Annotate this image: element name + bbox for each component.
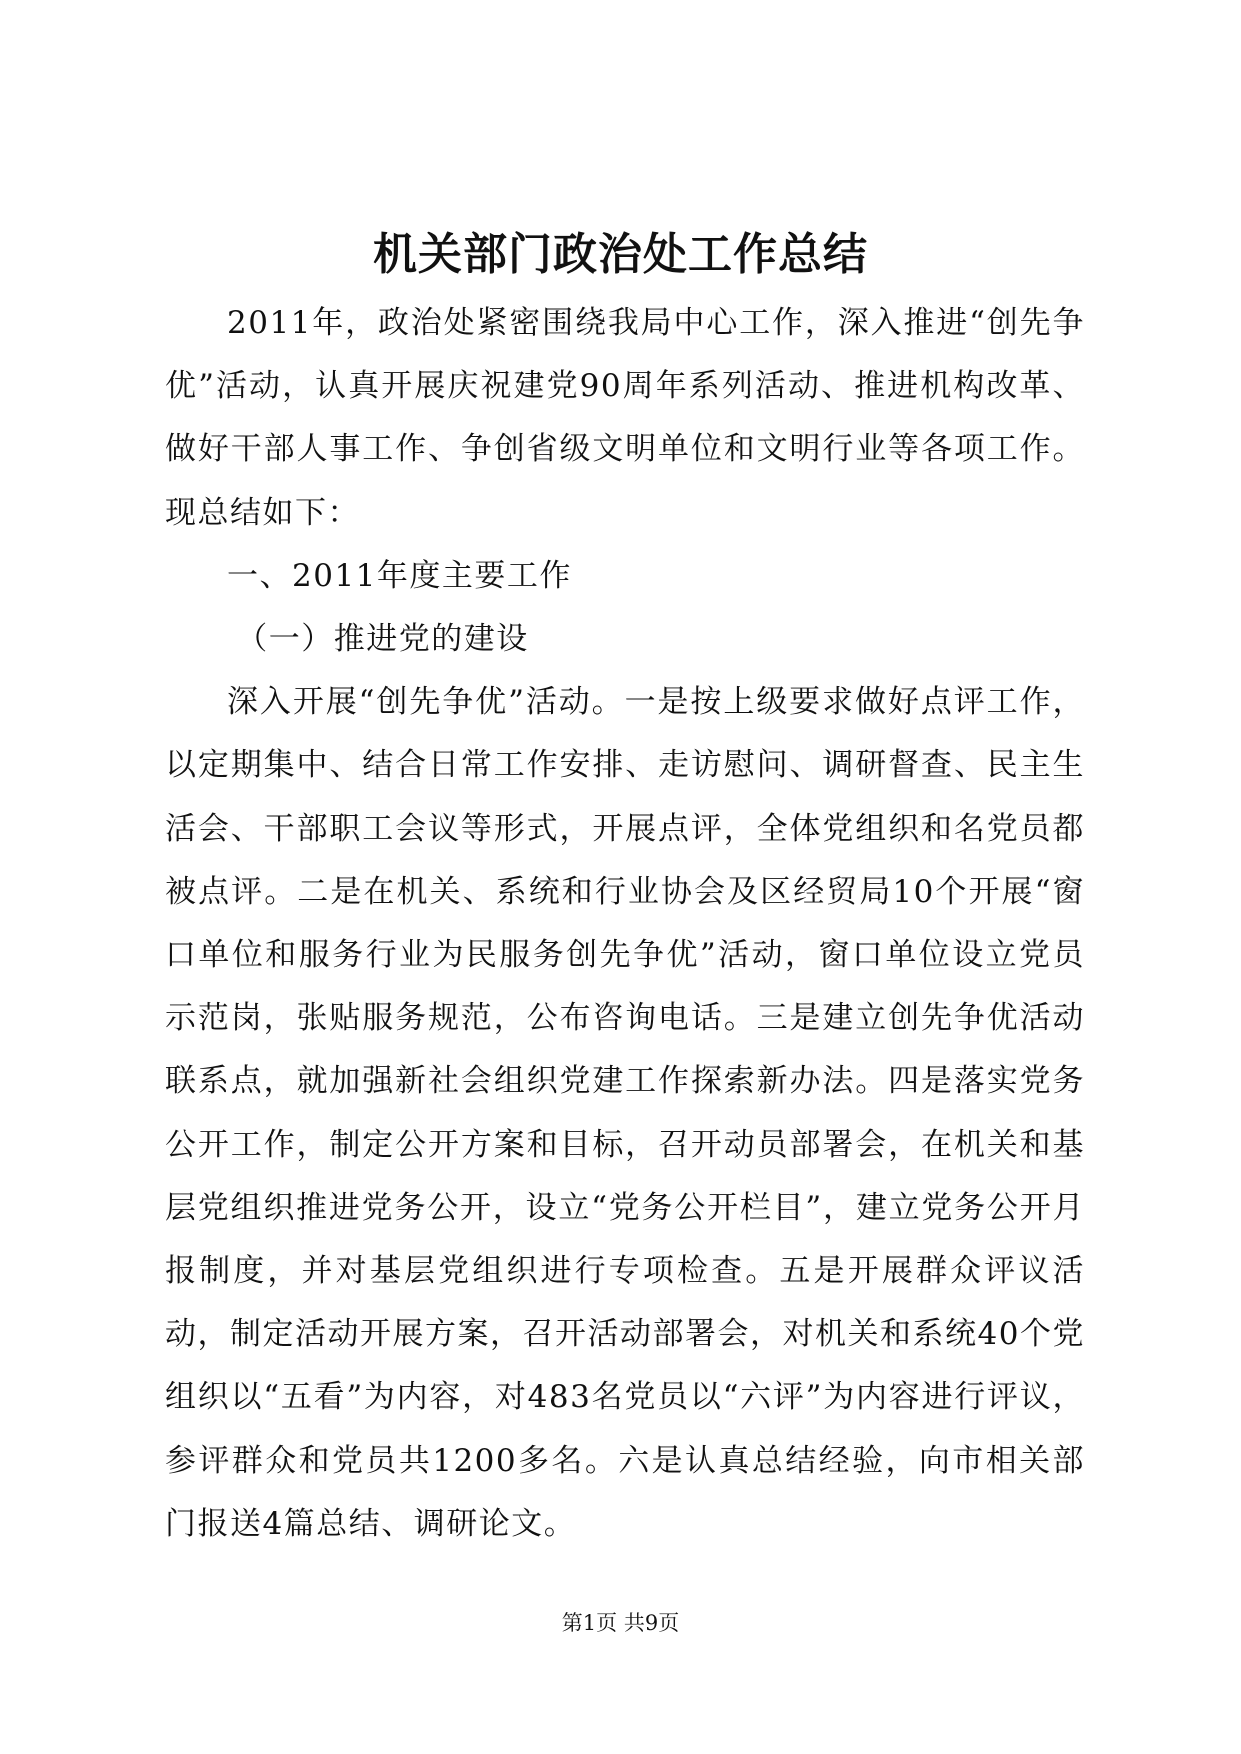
document-title: 机关部门政治处工作总结 <box>373 229 868 280</box>
page-footer: 第1页 共9页 <box>561 1611 680 1635</box>
section-heading: 一、2011年度主要工作 <box>227 557 572 594</box>
document-body <box>165 292 1085 1556</box>
intro-paragraph: 2011年，政治处紧密围绕我局中心工作，深入推进“创先争优”活动，认真开展庆祝建党90周年系列活动、推进机构改革、做好干部人事工作、争创省级文明单位和文明行业等各项工作。现总结如下： <box>165 305 1085 531</box>
body-paragraph: 深入开展“创先争优”活动。一是按上级要求做好点评工作，以定期集中、结合日常工作安排、走访慰问、调研督查、民主生活会、干部职工会议等形式，开展点评，全体党组织和名党员都被点评。二是在机关、系统和行业协会及区经贸局10个开展“窗口单位和服务行业为民服务创先争优”活动，窗口单位设立党员示范岗，张贴服务规范，公布咨询电话。三是建立创先争优活动联系点，就加强新社会组织党建工作探索新办法。四是落实党务公开工作，制定公开方案和目标，召开动员部署会，在机关和基层党组织推进党务公开，设立“党务公开栏目”，建立党务公开月报制度，并对基层党组织进行专项检查。五是开展群众评议活动，制定活动开展方案，召开活动部署会，对机关和系统40个党组织以“五看”为内容，对483名党员以“六评”为内容进行评议，参评群众和党员共1200多名。六是认真总结经验，向市相关部门报送4篇总结、调研论文。 <box>165 684 1085 1542</box>
subsection-heading: （一）推进党的建设 <box>236 621 529 658</box>
